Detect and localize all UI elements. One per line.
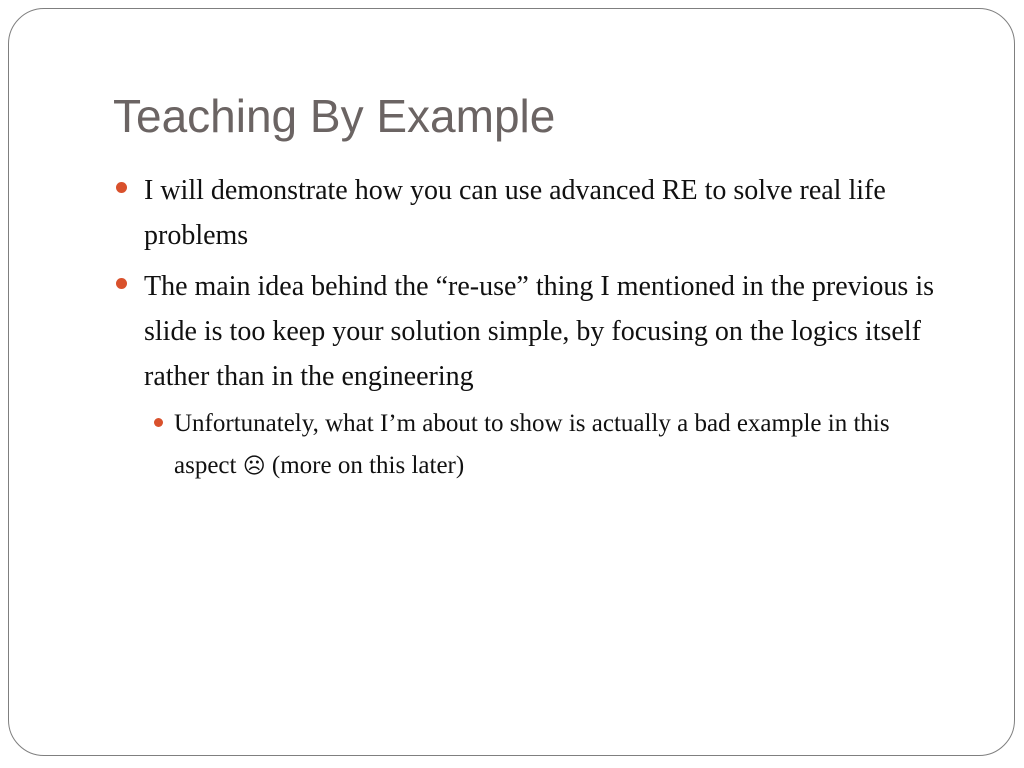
- sub-bullet-dot-icon: [154, 418, 163, 427]
- bullet-item: [116, 264, 976, 399]
- slide-body: [116, 168, 976, 488]
- sub-bullet-text-after: (more on this later): [271, 452, 465, 479]
- bullet-text: I will demonstrate how you can use advanced RE to solve real life problems: [144, 175, 886, 251]
- frown-icon: ☹: [242, 454, 266, 479]
- bullet-text: The main idea behind the “re-use” thing I mentioned in the previous is slide is too keep your solution simple, by focusing on the logics itself rather than in the engineering: [144, 271, 934, 392]
- slide-title: Teaching By Example: [113, 90, 556, 142]
- sub-bullet-item: [154, 403, 894, 488]
- bullet-item: [116, 168, 976, 258]
- sub-bullet-text-before: Unfortunately, what I’m about to show is actually a bad example in this aspect: [174, 410, 890, 479]
- bullet-dot-icon: [116, 278, 127, 289]
- bullet-dot-icon: [116, 182, 127, 193]
